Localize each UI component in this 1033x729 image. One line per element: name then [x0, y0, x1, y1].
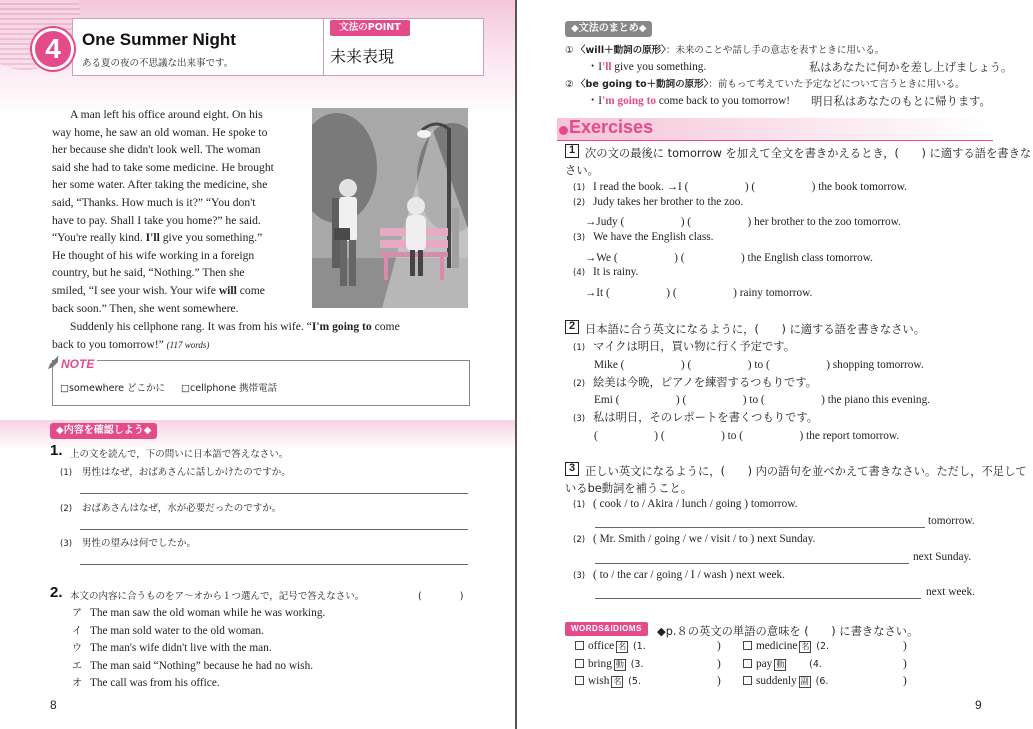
story-line: way home, he saw an old woman. He spoke to [52, 125, 268, 139]
story-line: back to you tomorrow!” (117 words) [52, 337, 210, 351]
choice-item: イ The man sold water to the old woman. [72, 625, 264, 637]
grammar-rule: ② 〈be going to＋動詞の原形〉：前もって考えていた予定などについて言うときに用いる。 [565, 79, 965, 90]
grammar-rule: ① 〈will＋動詞の原形〉：未来のことや話し手の意志を表すときに用いる。 [565, 45, 885, 56]
words-idioms-instruction: ◆p.８の英文の単語の意味を ( ) に書きなさい。 [657, 625, 919, 638]
vocab-item[interactable]: suddenly 副 (6. [743, 675, 828, 688]
exercise-instruction: いるbe動詞を補うこと。 [565, 482, 693, 495]
choice-item: オ The call was from his office. [72, 677, 220, 689]
vocab-paren-close: ) [717, 658, 721, 670]
note-item: □cellphone 携帯電話 [181, 383, 278, 394]
story-line: her because she didn't look well. The woman [52, 143, 261, 157]
exercise-prompt: (2) 絵美は今晩，ピアノを練習するつもりです。 [573, 376, 818, 389]
story-line: said she had to take some medicine. He brought [52, 160, 274, 174]
exercise-item: (2) Judy takes her brother to the zoo. [573, 196, 744, 208]
page-number: 9 [975, 698, 982, 712]
page-number: 8 [50, 698, 57, 712]
grammar-highlight: will [218, 283, 237, 297]
answer-tail: next week. [926, 586, 975, 598]
exercise-item[interactable]: Emi ( ) ( ) to ( ) the piano this evening. [594, 394, 931, 406]
answer-line[interactable] [595, 563, 909, 564]
checkbox[interactable] [743, 641, 752, 650]
question-text: 本文の内容に合うものをア～オから１つ選んで，記号で答えなさい。 [70, 591, 365, 602]
vocab-item[interactable]: pay 動 (4. [743, 658, 822, 671]
vocab-paren-close: ) [903, 640, 907, 652]
question-number: 2. [50, 584, 63, 601]
exercise-item[interactable]: Mike ( ) ( ) to ( ) shopping tomorrow. [594, 359, 924, 371]
word-count: (117 words) [166, 339, 210, 350]
lesson-title: One Summer Night [82, 30, 236, 49]
answer-line[interactable] [80, 529, 468, 530]
left-page [0, 0, 516, 729]
sub-question: (2) おばあさんはなぜ，水が必要だったのですか。 [60, 503, 282, 514]
vocab-paren-close: ) [903, 658, 907, 670]
note-label: NOTE [58, 357, 97, 371]
exercise-instruction: さい。 [565, 164, 599, 177]
story-line: A man left his office around eight. On his [70, 108, 263, 121]
grammar-point-tag: 文法のPOINT [330, 20, 410, 36]
story-line: back soon.” Then, she went somewhere. [52, 301, 239, 315]
exercise-item: (2) ( Mr. Smith / going / we / visit / to ) next Sunday. [573, 533, 816, 545]
vocab-item[interactable]: wish 名 (5. [575, 675, 641, 688]
lesson-number-badge: 4 [32, 28, 74, 70]
checkbox[interactable] [743, 659, 752, 668]
note-items [60, 380, 277, 394]
exercise-prompt: (3) 私は明日，そのレポートを書くつもりです。 [573, 411, 819, 424]
exercise-number: 3 [565, 462, 579, 476]
answer-line[interactable] [595, 527, 925, 528]
comprehension-tag: ◆内容を確認しよう◆ [50, 423, 157, 439]
story-line: Suddenly his cellphone rang. It was from his wife. “I'm going to come [70, 320, 400, 333]
right-page [517, 0, 1033, 729]
grammar-example: ・I'll give you something. [587, 61, 707, 73]
vocab-paren-close: ) [717, 675, 721, 687]
exercise-instruction: 日本語に合う英文になるように，( ) に適する語を書きなさい。 [585, 323, 926, 336]
story-text [52, 106, 304, 317]
exercise-item[interactable]: (1) I read the book. →I ( ) ( ) the book tomorrow. [573, 181, 907, 193]
vocab-item[interactable]: medicine 名 (2. [743, 640, 829, 653]
grammar-translation: 明日私はあなたのもとに帰ります。 [811, 95, 991, 108]
answer-tail: tomorrow. [928, 515, 975, 527]
exercise-item[interactable]: ( ) ( ) to ( ) the report tomorrow. [594, 430, 900, 442]
vocab-item[interactable]: office 名 (1. [575, 640, 646, 653]
exercise-item[interactable]: →Judy ( ) ( ) her brother to the zoo tomorrow. [585, 216, 901, 228]
note-item: □somewhere どこかに [60, 383, 166, 394]
grammar-highlight: I'll [145, 231, 160, 245]
story-line: “You're really kind. I'll give you something.” [52, 231, 263, 245]
story-line: smiled, “I see your wish. Your wife will come [52, 283, 265, 297]
grammar-translation: 私はあなたに何かを差し上げましょう。 [809, 61, 1013, 74]
grammar-highlight: I'm going to [311, 320, 372, 333]
answer-line[interactable] [595, 598, 921, 599]
exercise-item: (3) We have the English class. [573, 231, 714, 243]
story-line: have to pay. Shall I take you home?” he said. [52, 213, 261, 227]
checkbox[interactable] [575, 659, 584, 668]
story-line: her some water. After taking the medicine, she [52, 178, 268, 192]
answer-paren[interactable]: ( ) [418, 591, 464, 602]
checkbox[interactable] [743, 676, 752, 685]
exercise-instruction: 正しい英文になるように，( ) 内の語句を並べかえて書きなさい。ただし，不足して [585, 465, 1027, 478]
story-illustration [312, 108, 468, 308]
words-idioms-tag: WORDS&IDIOMS [565, 622, 648, 636]
exercise-number: 2 [565, 320, 579, 334]
checkbox[interactable] [575, 641, 584, 650]
vocab-item[interactable]: bring 動 (3. [575, 658, 643, 671]
exercises-dot-icon [559, 126, 568, 135]
checkbox[interactable] [575, 676, 584, 685]
exercises-rule [557, 140, 993, 141]
exercise-item[interactable]: →It ( ) ( ) rainy tomorrow. [585, 287, 813, 299]
exercise-number: 1 [565, 144, 579, 158]
choice-item: ウ The man's wife didn't live with the man. [72, 642, 272, 654]
question-text: 上の文を読んで，下の問いに日本語で答えなさい。 [70, 449, 289, 460]
vocab-paren-close: ) [903, 675, 907, 687]
answer-line[interactable] [80, 493, 468, 494]
choice-item: エ The man said “Nothing” because he had no wish. [72, 660, 314, 672]
question-number: 1. [50, 442, 63, 459]
vocab-paren-close: ) [717, 640, 721, 652]
exercises-title: Exercises [569, 117, 654, 137]
story-line: country, but he said, “Nothing.” Then she [52, 266, 245, 280]
grammar-summary-tag: ◆文法のまとめ◆ [565, 21, 652, 37]
exercise-item: (3) ( to / the car / going / I / wash ) next week. [573, 569, 785, 581]
exercise-item: (4) It is rainy. [573, 266, 639, 278]
choice-item: ア The man saw the old woman while he was working. [72, 607, 326, 619]
story-text-end [52, 318, 472, 354]
exercise-prompt: (1) マイクは明日，買い物に行く予定です。 [573, 340, 795, 353]
story-line: He thought of his wife working in a foreign [52, 248, 255, 262]
answer-tail: next Sunday. [913, 551, 972, 563]
exercise-instruction: 次の文の最後に tomorrow を加えて全文を書きかえるとき，( ) に適する語を書きな [585, 147, 1032, 160]
sub-question: (1) 男性はなぜ，おばあさんに話しかけたのですか。 [60, 467, 291, 478]
exercise-item[interactable]: →We ( ) ( ) the English class tomorrow. [585, 252, 873, 264]
sub-question: (3) 男性の望みは何でしたか。 [60, 538, 197, 549]
grammar-point-text: 未来表現 [330, 47, 395, 66]
answer-line[interactable] [80, 564, 468, 565]
exercise-item: (1) ( cook / to / Akira / lunch / going ) tomorrow. [573, 498, 798, 510]
story-line: said, “Thanks. How much is it?” “You don't [52, 195, 256, 209]
grammar-example: ・I'm going to come back to you tomorrow! [587, 95, 791, 107]
lesson-subtitle: ある夏の夜の不思議な出来事です。 [82, 58, 234, 69]
